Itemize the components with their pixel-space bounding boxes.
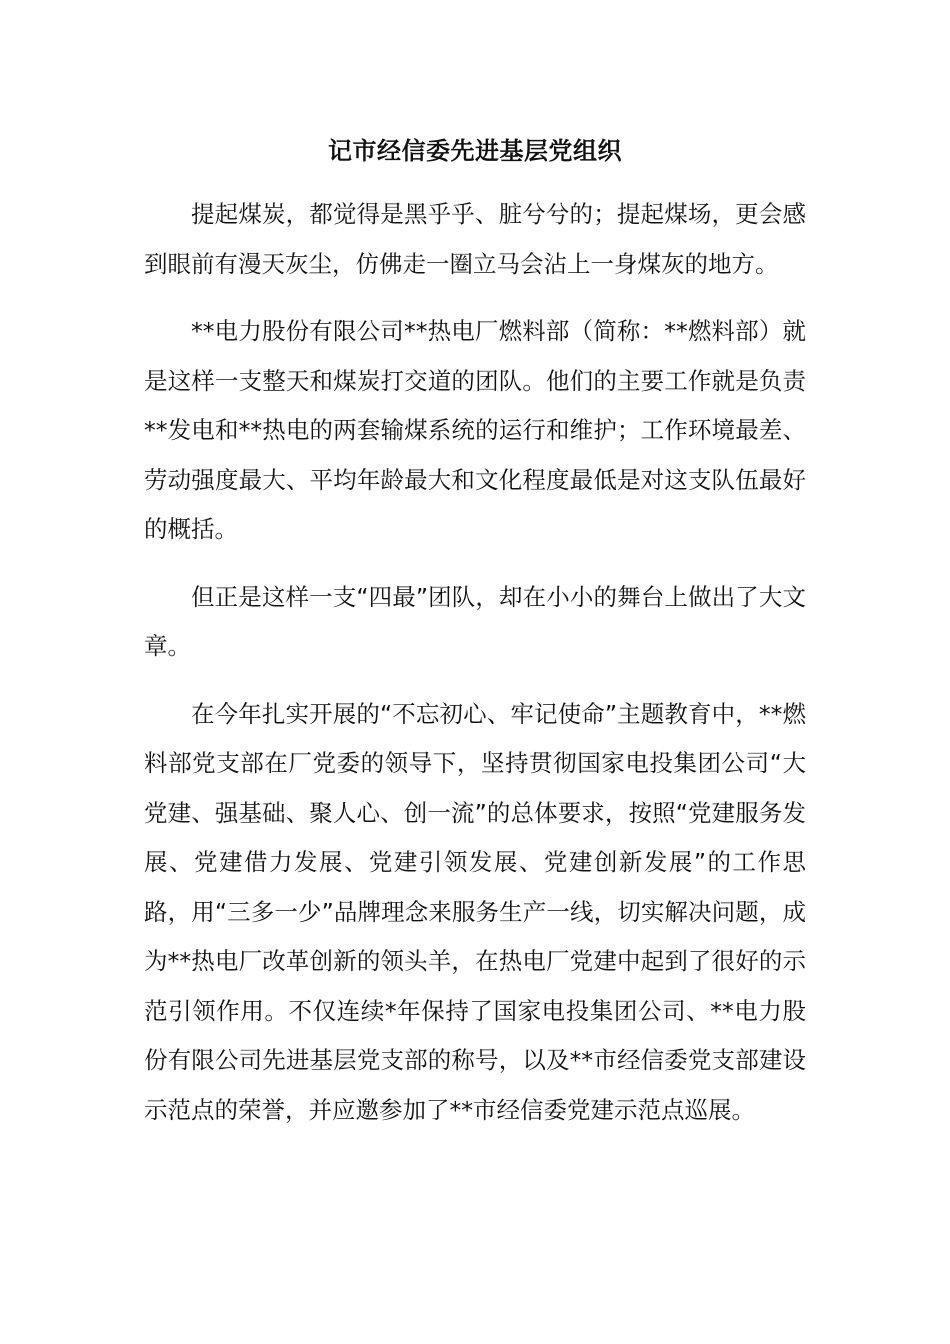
paragraph-2: **电力股份有限公司**热电厂燃料部（简称：**燃料部）就是这样一支整天和煤炭打交道的团队。他们的主要工作就是负责**发电和**热电的两套输煤系统的运行和维护；工作环境最差、劳动强度最大、平均年龄最大和文化程度最低是对这支队伍最好的概括。	[144, 317, 806, 543]
document-title: 记市经信委先进基层党组织	[328, 137, 622, 165]
document-body	[144, 190, 806, 1153]
paragraph-4: 在今年扎实开展的“不忘初心、牢记使命”主题教育中，**燃料部党支部在厂党委的领导下，坚持贯彻国家电投集团公司“大党建、强基础、聚人心、创一流”的总体要求，按照“党建服务发展、党建借力发展、党建引领发展、党建创新发展”的工作思路，用“三多一少”品牌理念来服务生产一线，切实解决问题，成为**热电厂改革创新的领头羊，在热电厂党建中起到了很好的示范引领作用。不仅连续*年保持了国家电投集团公司、**电力股份有限公司先进基层党支部的称号，以及**市经信委党支部建设示范点的荣誉，并应邀参加了**市经信委党建示范点巡展。	[144, 699, 806, 1124]
paragraph-1: 提起煤炭，都觉得是黑乎乎、脏兮兮的；提起煤场，更会感到眼前有漫天灰尘，仿佛走一圈立马会沾上一身煤灰的地方。	[144, 200, 806, 278]
paragraph-3: 但正是这样一支“四最”团队，却在小小的舞台上做出了大文章。	[144, 582, 806, 660]
